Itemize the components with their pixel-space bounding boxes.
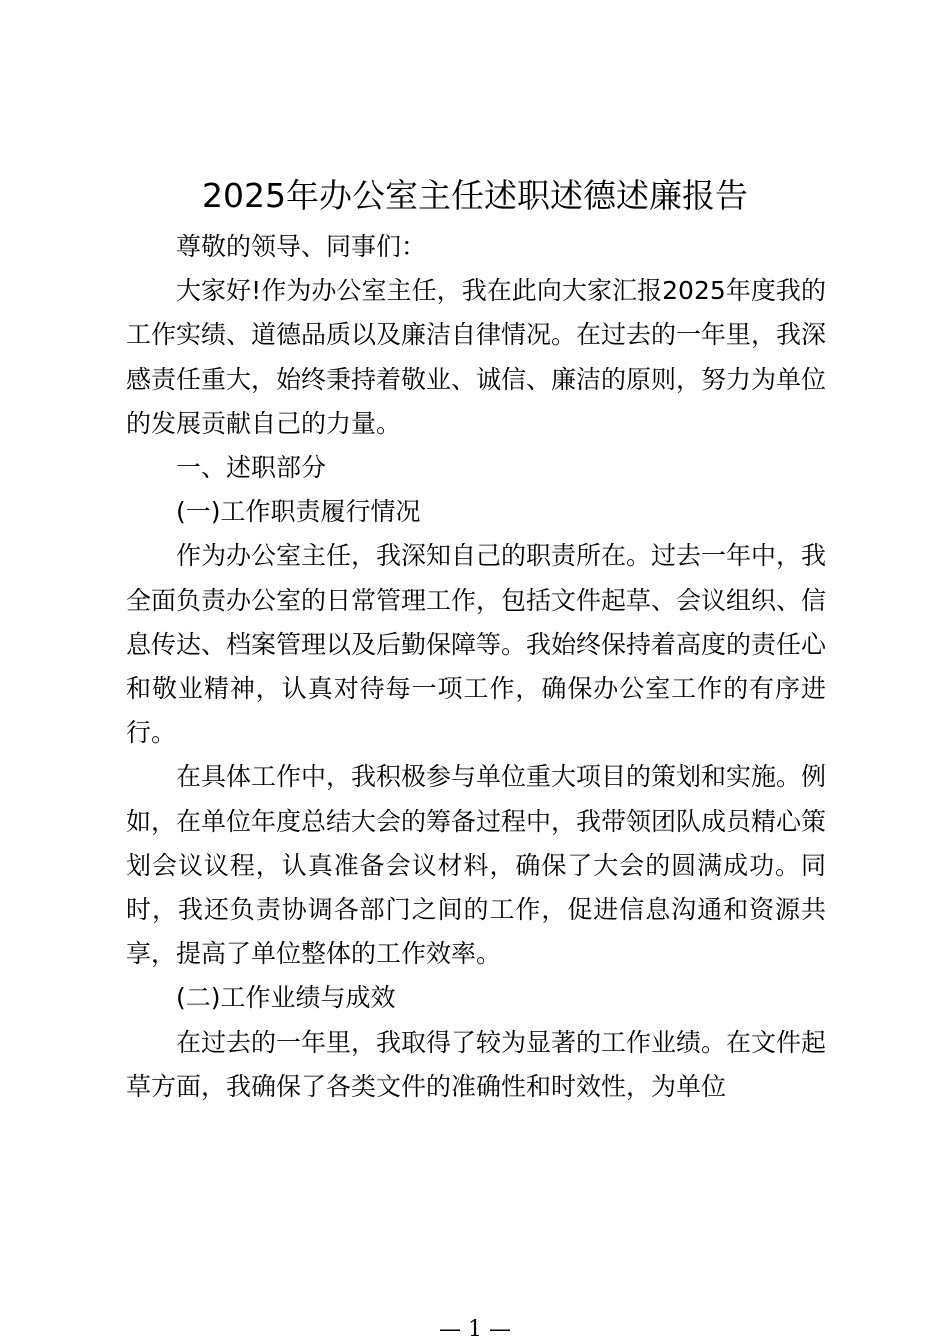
section-heading: 一、述职部分 [176,453,327,483]
document-body [126,225,826,1109]
body-paragraph: 作为办公室主任，我深知自己的职责所在。过去一年中，我全面负责办公室的日常管理工作，包括文件起草、会议组织、信息传达、档案管理以及后勤保障等。我始终保持着高度的责任心和敬业精神，认真对待每一项工作，确保办公室工作的有序进行。 [126,541,827,748]
page-number: — 1 — [439,1317,511,1342]
subsection-heading: (二)工作业绩与成效 [176,983,396,1013]
salutation-paragraph: 尊敬的领导、同事们： [176,232,427,261]
body-paragraph: 在具体工作中，我积极参与单位重大项目的策划和实施。例如，在单位年度总结大会的筹备过程中，我带领团队成员精心策划会议议程，认真准备会议材料，确保了大会的圆满成功。同时，我还负责协调各部门之间的工作，促进信息沟通和资源共享，提高了单位整体的工作效率。 [126,762,827,969]
document-title: 2025年办公室主任述职述德述廉报告 [202,176,748,215]
body-paragraph: 在过去的一年里，我取得了较为显著的工作业绩。在文件起草方面，我确保了各类文件的准确性和时效性，为单位 [126,1027,827,1101]
intro-paragraph: 大家好!作为办公室主任，我在此向大家汇报2025年度我的工作实绩、道德品质以及廉洁自律情况。在过去的一年里，我深感责任重大，始终秉持着敬业、诚信、廉洁的原则，努力为单位的发展贡献自己的力量。 [126,276,827,438]
subsection-heading: (一)工作职责履行情况 [176,497,421,527]
